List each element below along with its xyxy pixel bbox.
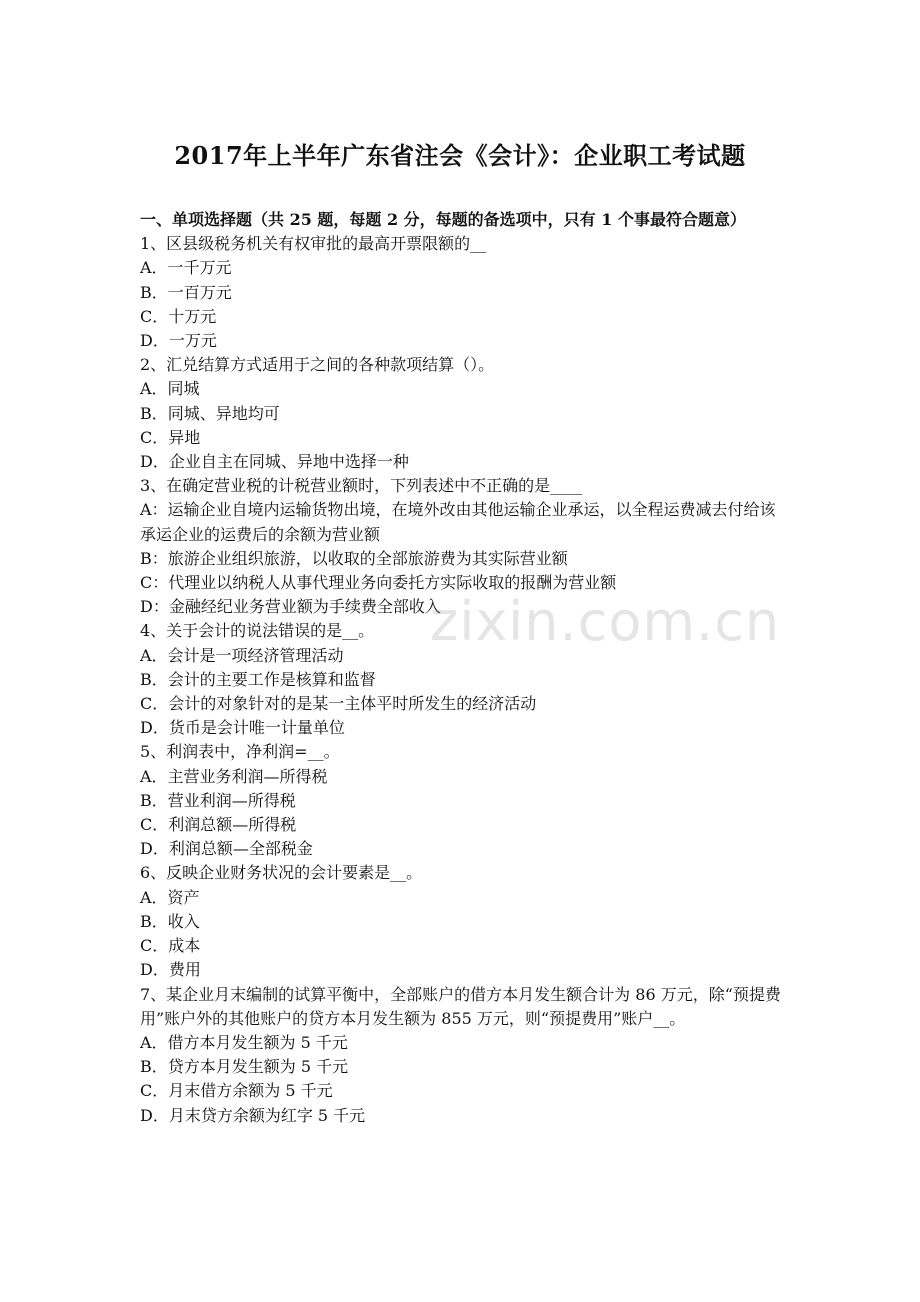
option-b: B．一百万元 — [140, 282, 232, 302]
option-a: A．一千万元 — [140, 258, 232, 278]
question-stem: 7、某企业月末编制的试算平衡中，全部账户的借方本月发生额合计为 86 万元，除“预提费用”账户外的其他账户的贷方本月发生额为 855 万元，则“预提费用”账户__。 — [140, 984, 781, 1028]
option-c: C．成本 — [140, 936, 201, 956]
option-d: D．一万元 — [140, 331, 217, 351]
watermark: zixin.com.cn — [430, 590, 781, 653]
question-stem: 5、利润表中，净利润=__。 — [140, 742, 340, 762]
option-a: A：运输企业自境内运输货物出境，在境外改由其他运输企业承运，以全程运费减去付给该承运企业的运费后的余额为营业额 — [140, 500, 776, 544]
option-d: D．利润总额—全部税金 — [140, 839, 313, 859]
question-6 — [140, 861, 790, 982]
option-d: D．费用 — [140, 960, 201, 980]
option-c: C．会计的对象针对的是某一主体平时所发生的经济活动 — [140, 694, 537, 714]
question-2 — [140, 353, 790, 474]
section-heading: 一、单项选择题（共 25 题，每题 2 分，每题的备选项中，只有 1 个事最符合题意） — [140, 210, 746, 229]
option-a: A．主营业务利润—所得税 — [140, 766, 328, 786]
option-d: D．货币是会计唯一计量单位 — [140, 718, 345, 738]
question-stem: 6、反映企业财务状况的会计要素是__。 — [140, 863, 423, 883]
option-b: B．收入 — [140, 911, 200, 931]
option-b: B．会计的主要工作是核算和监督 — [140, 669, 376, 689]
question-3 — [140, 474, 790, 619]
question-7 — [140, 983, 790, 1128]
option-a: A．资产 — [140, 887, 200, 907]
option-a: A．会计是一项经济管理活动 — [140, 645, 344, 665]
document-title: 2017年上半年广东省注会《会计》：企业职工考试题 — [174, 141, 746, 170]
option-c: C．异地 — [140, 427, 201, 447]
option-b: B．贷方本月发生额为 5 千元 — [140, 1057, 349, 1077]
question-stem: 4、关于会计的说法错误的是__。 — [140, 621, 375, 641]
option-b: B．同城、异地均可 — [140, 403, 280, 423]
option-d: D：金融经纪业务营业额为手续费全部收入 — [140, 597, 441, 617]
option-b: B．营业利润—所得税 — [140, 790, 296, 810]
option-c: C：代理业以纳税人从事代理业务向委托方实际收取的报酬为营业额 — [140, 573, 617, 593]
document-body — [140, 208, 790, 1128]
question-1 — [140, 232, 790, 353]
option-c: C．利润总额—所得税 — [140, 815, 297, 835]
option-d: D．月末贷方余额为红字 5 千元 — [140, 1105, 366, 1125]
option-a: A．同城 — [140, 379, 200, 399]
option-b: B：旅游企业组织旅游，以收取的全部旅游费为其实际营业额 — [140, 548, 568, 568]
question-stem: 1、区县级税务机关有权审批的最高开票限额的__ — [140, 234, 487, 254]
question-5 — [140, 740, 790, 861]
question-stem: 3、在确定营业税的计税营业额时，下列表述中不正确的是____ — [140, 476, 583, 496]
option-c: C．月末借方余额为 5 千元 — [140, 1081, 333, 1101]
question-4 — [140, 619, 790, 740]
question-stem: 2、汇兑结算方式适用于之间的各种款项结算（）。 — [140, 355, 495, 375]
option-d: D．企业自主在同城、异地中选择一种 — [140, 452, 409, 472]
option-c: C．十万元 — [140, 306, 217, 326]
option-a: A．借方本月发生额为 5 千元 — [140, 1032, 348, 1052]
